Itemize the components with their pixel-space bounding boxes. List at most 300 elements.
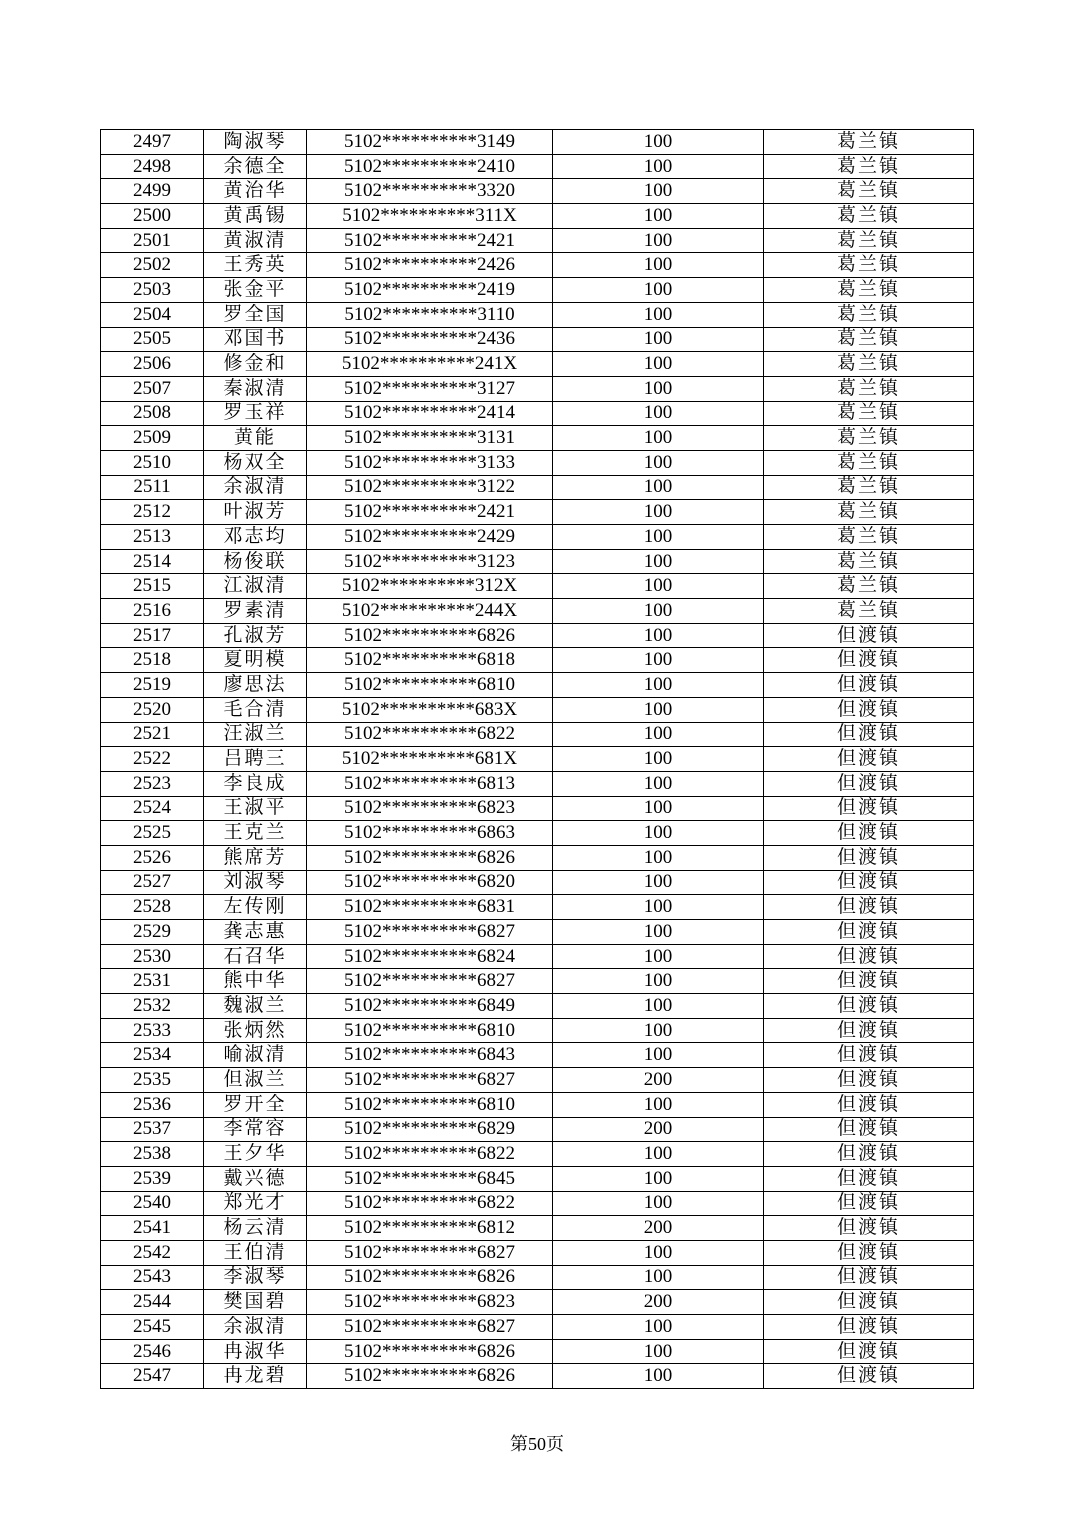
- id-number-cell: 5102**********3110: [307, 302, 553, 327]
- name-cell: 秦淑清: [204, 376, 307, 401]
- name-cell: 杨云清: [204, 1216, 307, 1241]
- serial-number-cell: 2543: [101, 1265, 204, 1290]
- table-row: [101, 1166, 974, 1191]
- amount-cell: 100: [553, 475, 764, 500]
- id-number-cell: 5102**********6822: [307, 722, 553, 747]
- amount-cell: 100: [553, 796, 764, 821]
- id-number-cell: 5102**********6820: [307, 870, 553, 895]
- table-row: [101, 697, 974, 722]
- town-cell: 但渡镇: [764, 648, 974, 673]
- name-cell: 郑光才: [204, 1191, 307, 1216]
- amount-cell: 100: [553, 895, 764, 920]
- id-number-cell: 5102**********6827: [307, 1068, 553, 1093]
- roster-body: [101, 130, 974, 1389]
- amount-cell: 100: [553, 450, 764, 475]
- amount-cell: 100: [553, 845, 764, 870]
- town-cell: 但渡镇: [764, 1364, 974, 1389]
- town-cell: 葛兰镇: [764, 154, 974, 179]
- name-cell: 但淑兰: [204, 1068, 307, 1093]
- name-cell: 王伯清: [204, 1240, 307, 1265]
- town-cell: 葛兰镇: [764, 549, 974, 574]
- amount-cell: 100: [553, 1265, 764, 1290]
- id-number-cell: 5102**********683X: [307, 697, 553, 722]
- serial-number-cell: 2528: [101, 895, 204, 920]
- amount-cell: 200: [553, 1216, 764, 1241]
- amount-cell: 100: [553, 1191, 764, 1216]
- id-number-cell: 5102**********6822: [307, 1142, 553, 1167]
- table-row: [101, 747, 974, 772]
- amount-cell: 100: [553, 994, 764, 1019]
- amount-cell: 100: [553, 426, 764, 451]
- amount-cell: 100: [553, 179, 764, 204]
- serial-number-cell: 2512: [101, 500, 204, 525]
- table-row: [101, 1142, 974, 1167]
- id-number-cell: 5102**********6843: [307, 1043, 553, 1068]
- id-number-cell: 5102**********6849: [307, 994, 553, 1019]
- id-number-cell: 5102**********6823: [307, 1290, 553, 1315]
- amount-cell: 100: [553, 302, 764, 327]
- serial-number-cell: 2531: [101, 969, 204, 994]
- town-cell: 但渡镇: [764, 969, 974, 994]
- table-row: [101, 1315, 974, 1340]
- id-number-cell: 5102**********3123: [307, 549, 553, 574]
- town-cell: 葛兰镇: [764, 253, 974, 278]
- table-row: [101, 426, 974, 451]
- id-number-cell: 5102**********3149: [307, 130, 553, 155]
- serial-number-cell: 2510: [101, 450, 204, 475]
- town-cell: 葛兰镇: [764, 401, 974, 426]
- name-cell: 魏淑兰: [204, 994, 307, 1019]
- table-row: [101, 1265, 974, 1290]
- table-row: [101, 1290, 974, 1315]
- amount-cell: 100: [553, 623, 764, 648]
- serial-number-cell: 2533: [101, 1018, 204, 1043]
- table-row: [101, 1018, 974, 1043]
- name-cell: 刘淑琴: [204, 870, 307, 895]
- id-number-cell: 5102**********2421: [307, 500, 553, 525]
- town-cell: 葛兰镇: [764, 130, 974, 155]
- id-number-cell: 5102**********6824: [307, 944, 553, 969]
- id-number-cell: 5102**********2429: [307, 525, 553, 550]
- amount-cell: 100: [553, 574, 764, 599]
- town-cell: 但渡镇: [764, 920, 974, 945]
- table-row: [101, 1092, 974, 1117]
- serial-number-cell: 2537: [101, 1117, 204, 1142]
- town-cell: 但渡镇: [764, 673, 974, 698]
- table-row: [101, 475, 974, 500]
- table-row: [101, 549, 974, 574]
- serial-number-cell: 2524: [101, 796, 204, 821]
- table-row: [101, 623, 974, 648]
- amount-cell: 100: [553, 228, 764, 253]
- serial-number-cell: 2527: [101, 870, 204, 895]
- town-cell: 葛兰镇: [764, 450, 974, 475]
- town-cell: 但渡镇: [764, 1216, 974, 1241]
- town-cell: 但渡镇: [764, 771, 974, 796]
- town-cell: 但渡镇: [764, 1240, 974, 1265]
- table-row: [101, 253, 974, 278]
- id-number-cell: 5102**********6827: [307, 920, 553, 945]
- serial-number-cell: 2544: [101, 1290, 204, 1315]
- amount-cell: 100: [553, 722, 764, 747]
- table-row: [101, 450, 974, 475]
- table-row: [101, 1117, 974, 1142]
- amount-cell: 100: [553, 1092, 764, 1117]
- amount-cell: 100: [553, 771, 764, 796]
- town-cell: 但渡镇: [764, 722, 974, 747]
- serial-number-cell: 2534: [101, 1043, 204, 1068]
- town-cell: 葛兰镇: [764, 278, 974, 303]
- town-cell: 葛兰镇: [764, 525, 974, 550]
- amount-cell: 100: [553, 1364, 764, 1389]
- town-cell: 但渡镇: [764, 994, 974, 1019]
- id-number-cell: 5102**********3320: [307, 179, 553, 204]
- amount-cell: 200: [553, 1117, 764, 1142]
- serial-number-cell: 2530: [101, 944, 204, 969]
- table-row: [101, 1364, 974, 1389]
- serial-number-cell: 2521: [101, 722, 204, 747]
- table-row: [101, 1191, 974, 1216]
- serial-number-cell: 2507: [101, 376, 204, 401]
- town-cell: 葛兰镇: [764, 574, 974, 599]
- serial-number-cell: 2498: [101, 154, 204, 179]
- serial-number-cell: 2523: [101, 771, 204, 796]
- table-row: [101, 920, 974, 945]
- id-number-cell: 5102**********6818: [307, 648, 553, 673]
- amount-cell: 100: [553, 154, 764, 179]
- table-row: [101, 500, 974, 525]
- name-cell: 余德全: [204, 154, 307, 179]
- serial-number-cell: 2541: [101, 1216, 204, 1241]
- serial-number-cell: 2517: [101, 623, 204, 648]
- id-number-cell: 5102**********2419: [307, 278, 553, 303]
- id-number-cell: 5102**********3131: [307, 426, 553, 451]
- table-row: [101, 870, 974, 895]
- town-cell: 但渡镇: [764, 747, 974, 772]
- table-row: [101, 969, 974, 994]
- table-row: [101, 796, 974, 821]
- amount-cell: 100: [553, 327, 764, 352]
- name-cell: 江淑清: [204, 574, 307, 599]
- serial-number-cell: 2511: [101, 475, 204, 500]
- table-row: [101, 278, 974, 303]
- town-cell: 葛兰镇: [764, 204, 974, 229]
- name-cell: 黄能: [204, 426, 307, 451]
- name-cell: 李良成: [204, 771, 307, 796]
- serial-number-cell: 2538: [101, 1142, 204, 1167]
- name-cell: 毛合清: [204, 697, 307, 722]
- table-row: [101, 771, 974, 796]
- town-cell: 但渡镇: [764, 1117, 974, 1142]
- table-row: [101, 327, 974, 352]
- table-row: [101, 673, 974, 698]
- amount-cell: 200: [553, 1068, 764, 1093]
- table-row: [101, 895, 974, 920]
- table-row: [101, 845, 974, 870]
- amount-cell: 100: [553, 1315, 764, 1340]
- amount-cell: 100: [553, 697, 764, 722]
- serial-number-cell: 2540: [101, 1191, 204, 1216]
- town-cell: 但渡镇: [764, 796, 974, 821]
- amount-cell: 100: [553, 1043, 764, 1068]
- id-number-cell: 5102**********681X: [307, 747, 553, 772]
- name-cell: 龚志惠: [204, 920, 307, 945]
- amount-cell: 100: [553, 549, 764, 574]
- town-cell: 葛兰镇: [764, 426, 974, 451]
- amount-cell: 100: [553, 969, 764, 994]
- town-cell: 但渡镇: [764, 1315, 974, 1340]
- name-cell: 黄治华: [204, 179, 307, 204]
- town-cell: 但渡镇: [764, 845, 974, 870]
- name-cell: 熊中华: [204, 969, 307, 994]
- serial-number-cell: 2505: [101, 327, 204, 352]
- id-number-cell: 5102**********241X: [307, 352, 553, 377]
- serial-number-cell: 2504: [101, 302, 204, 327]
- town-cell: 葛兰镇: [764, 352, 974, 377]
- table-row: [101, 154, 974, 179]
- id-number-cell: 5102**********2410: [307, 154, 553, 179]
- id-number-cell: 5102**********6829: [307, 1117, 553, 1142]
- serial-number-cell: 2501: [101, 228, 204, 253]
- table-row: [101, 1068, 974, 1093]
- amount-cell: 100: [553, 352, 764, 377]
- table-row: [101, 1339, 974, 1364]
- town-cell: 但渡镇: [764, 697, 974, 722]
- town-cell: 葛兰镇: [764, 302, 974, 327]
- name-cell: 夏明模: [204, 648, 307, 673]
- amount-cell: 100: [553, 1142, 764, 1167]
- name-cell: 石召华: [204, 944, 307, 969]
- name-cell: 李常容: [204, 1117, 307, 1142]
- town-cell: 但渡镇: [764, 623, 974, 648]
- name-cell: 杨俊联: [204, 549, 307, 574]
- table-row: [101, 574, 974, 599]
- serial-number-cell: 2509: [101, 426, 204, 451]
- table-row: [101, 1043, 974, 1068]
- id-number-cell: 5102**********6863: [307, 821, 553, 846]
- name-cell: 戴兴德: [204, 1166, 307, 1191]
- name-cell: 喻淑清: [204, 1043, 307, 1068]
- amount-cell: 100: [553, 401, 764, 426]
- serial-number-cell: 2508: [101, 401, 204, 426]
- serial-number-cell: 2520: [101, 697, 204, 722]
- table-row: [101, 401, 974, 426]
- name-cell: 修金和: [204, 352, 307, 377]
- town-cell: 但渡镇: [764, 870, 974, 895]
- serial-number-cell: 2514: [101, 549, 204, 574]
- serial-number-cell: 2545: [101, 1315, 204, 1340]
- id-number-cell: 5102**********6812: [307, 1216, 553, 1241]
- table-row: [101, 648, 974, 673]
- amount-cell: 100: [553, 821, 764, 846]
- table-row: [101, 204, 974, 229]
- table-row: [101, 179, 974, 204]
- name-cell: 罗开全: [204, 1092, 307, 1117]
- serial-number-cell: 2515: [101, 574, 204, 599]
- town-cell: 但渡镇: [764, 1166, 974, 1191]
- amount-cell: 200: [553, 1290, 764, 1315]
- table-row: [101, 944, 974, 969]
- serial-number-cell: 2529: [101, 920, 204, 945]
- id-number-cell: 5102**********6826: [307, 623, 553, 648]
- name-cell: 陶淑琴: [204, 130, 307, 155]
- amount-cell: 100: [553, 278, 764, 303]
- id-number-cell: 5102**********3122: [307, 475, 553, 500]
- name-cell: 廖思法: [204, 673, 307, 698]
- amount-cell: 100: [553, 1339, 764, 1364]
- amount-cell: 100: [553, 525, 764, 550]
- serial-number-cell: 2499: [101, 179, 204, 204]
- amount-cell: 100: [553, 376, 764, 401]
- id-number-cell: 5102**********6827: [307, 1315, 553, 1340]
- amount-cell: 100: [553, 920, 764, 945]
- name-cell: 叶淑芳: [204, 500, 307, 525]
- table-row: [101, 228, 974, 253]
- amount-cell: 100: [553, 747, 764, 772]
- serial-number-cell: 2503: [101, 278, 204, 303]
- serial-number-cell: 2525: [101, 821, 204, 846]
- town-cell: 但渡镇: [764, 1142, 974, 1167]
- table-row: [101, 525, 974, 550]
- name-cell: 邓志均: [204, 525, 307, 550]
- name-cell: 熊席芳: [204, 845, 307, 870]
- id-number-cell: 5102**********3127: [307, 376, 553, 401]
- serial-number-cell: 2500: [101, 204, 204, 229]
- serial-number-cell: 2547: [101, 1364, 204, 1389]
- serial-number-cell: 2522: [101, 747, 204, 772]
- town-cell: 但渡镇: [764, 1191, 974, 1216]
- name-cell: 黄淑清: [204, 228, 307, 253]
- name-cell: 王秀英: [204, 253, 307, 278]
- amount-cell: 100: [553, 673, 764, 698]
- town-cell: 葛兰镇: [764, 599, 974, 624]
- id-number-cell: 5102**********6845: [307, 1166, 553, 1191]
- table-row: [101, 1240, 974, 1265]
- id-number-cell: 5102**********6826: [307, 845, 553, 870]
- amount-cell: 100: [553, 500, 764, 525]
- town-cell: 葛兰镇: [764, 475, 974, 500]
- serial-number-cell: 2532: [101, 994, 204, 1019]
- name-cell: 余淑清: [204, 475, 307, 500]
- serial-number-cell: 2516: [101, 599, 204, 624]
- id-number-cell: 5102**********3133: [307, 450, 553, 475]
- table-row: [101, 722, 974, 747]
- id-number-cell: 5102**********6826: [307, 1265, 553, 1290]
- serial-number-cell: 2536: [101, 1092, 204, 1117]
- name-cell: 左传刚: [204, 895, 307, 920]
- table-row: [101, 821, 974, 846]
- amount-cell: 100: [553, 599, 764, 624]
- serial-number-cell: 2518: [101, 648, 204, 673]
- id-number-cell: 5102**********2426: [307, 253, 553, 278]
- name-cell: 王克兰: [204, 821, 307, 846]
- page-number: 第50页: [510, 1434, 564, 1454]
- name-cell: 吕聘三: [204, 747, 307, 772]
- table-row: [101, 599, 974, 624]
- id-number-cell: 5102**********244X: [307, 599, 553, 624]
- town-cell: 但渡镇: [764, 1339, 974, 1364]
- name-cell: 杨双全: [204, 450, 307, 475]
- name-cell: 罗玉祥: [204, 401, 307, 426]
- amount-cell: 100: [553, 204, 764, 229]
- id-number-cell: 5102**********6827: [307, 1240, 553, 1265]
- serial-number-cell: 2513: [101, 525, 204, 550]
- id-number-cell: 5102**********6826: [307, 1339, 553, 1364]
- id-number-cell: 5102**********311X: [307, 204, 553, 229]
- name-cell: 樊国碧: [204, 1290, 307, 1315]
- town-cell: 葛兰镇: [764, 500, 974, 525]
- amount-cell: 100: [553, 130, 764, 155]
- name-cell: 张金平: [204, 278, 307, 303]
- town-cell: 但渡镇: [764, 1043, 974, 1068]
- town-cell: 葛兰镇: [764, 376, 974, 401]
- name-cell: 李淑琴: [204, 1265, 307, 1290]
- name-cell: 冉淑华: [204, 1339, 307, 1364]
- id-number-cell: 5102**********2421: [307, 228, 553, 253]
- name-cell: 王夕华: [204, 1142, 307, 1167]
- roster-table: [100, 129, 974, 1389]
- id-number-cell: 5102**********6810: [307, 1092, 553, 1117]
- serial-number-cell: 2546: [101, 1339, 204, 1364]
- table-row: [101, 302, 974, 327]
- town-cell: 但渡镇: [764, 1290, 974, 1315]
- name-cell: 王淑平: [204, 796, 307, 821]
- name-cell: 黄禹锡: [204, 204, 307, 229]
- town-cell: 但渡镇: [764, 1092, 974, 1117]
- amount-cell: 100: [553, 944, 764, 969]
- town-cell: 但渡镇: [764, 1265, 974, 1290]
- table-row: [101, 376, 974, 401]
- name-cell: 孔淑芳: [204, 623, 307, 648]
- id-number-cell: 5102**********6810: [307, 673, 553, 698]
- amount-cell: 100: [553, 1240, 764, 1265]
- serial-number-cell: 2539: [101, 1166, 204, 1191]
- id-number-cell: 5102**********2436: [307, 327, 553, 352]
- name-cell: 张炳然: [204, 1018, 307, 1043]
- town-cell: 但渡镇: [764, 821, 974, 846]
- id-number-cell: 5102**********6823: [307, 796, 553, 821]
- id-number-cell: 5102**********2414: [307, 401, 553, 426]
- town-cell: 但渡镇: [764, 944, 974, 969]
- name-cell: 罗全国: [204, 302, 307, 327]
- table-row: [101, 352, 974, 377]
- town-cell: 葛兰镇: [764, 179, 974, 204]
- serial-number-cell: 2526: [101, 845, 204, 870]
- town-cell: 葛兰镇: [764, 327, 974, 352]
- table-row: [101, 994, 974, 1019]
- serial-number-cell: 2535: [101, 1068, 204, 1093]
- id-number-cell: 5102**********312X: [307, 574, 553, 599]
- serial-number-cell: 2506: [101, 352, 204, 377]
- table-row: [101, 1216, 974, 1241]
- town-cell: 但渡镇: [764, 1068, 974, 1093]
- town-cell: 但渡镇: [764, 895, 974, 920]
- serial-number-cell: 2502: [101, 253, 204, 278]
- amount-cell: 100: [553, 1166, 764, 1191]
- amount-cell: 100: [553, 253, 764, 278]
- name-cell: 罗素清: [204, 599, 307, 624]
- id-number-cell: 5102**********6822: [307, 1191, 553, 1216]
- serial-number-cell: 2497: [101, 130, 204, 155]
- id-number-cell: 5102**********6827: [307, 969, 553, 994]
- id-number-cell: 5102**********6813: [307, 771, 553, 796]
- id-number-cell: 5102**********6810: [307, 1018, 553, 1043]
- amount-cell: 100: [553, 870, 764, 895]
- id-number-cell: 5102**********6826: [307, 1364, 553, 1389]
- serial-number-cell: 2542: [101, 1240, 204, 1265]
- name-cell: 邓国书: [204, 327, 307, 352]
- amount-cell: 100: [553, 1018, 764, 1043]
